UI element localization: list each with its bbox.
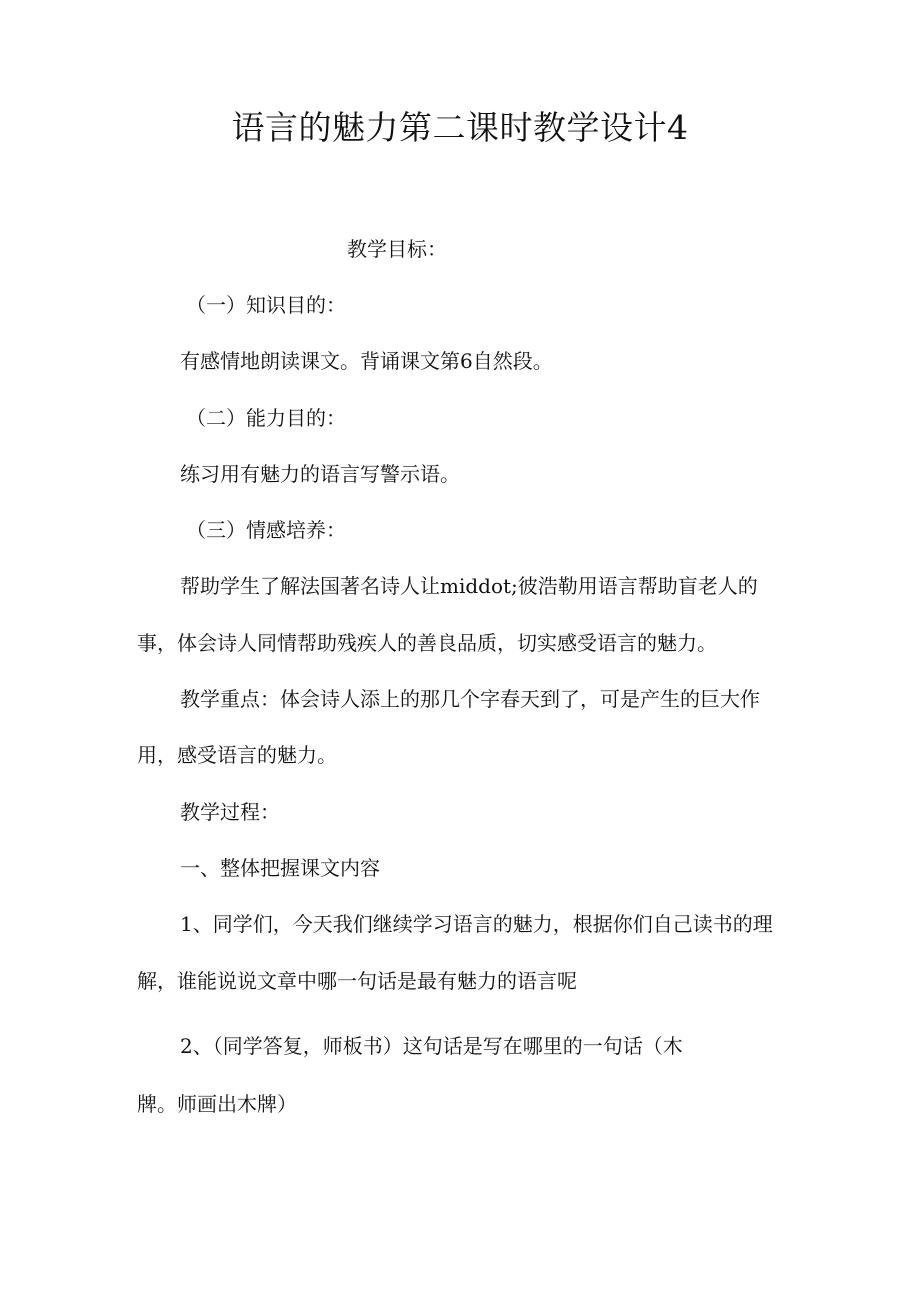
step1-line2: 解，谁能说说文章中哪一句话是最有魅力的语言呢 (137, 969, 577, 993)
emotion-heading: （三）情感培养： (186, 518, 346, 542)
step1-line1: 1、同学们，今天我们继续学习语言的魅力，根据你们自己读书的理 (180, 912, 773, 936)
ability-heading: （二）能力目的： (186, 406, 346, 430)
ability-text: 练习用有魅力的语言写警示语。 (180, 462, 460, 486)
knowledge-heading: （一）知识目的： (186, 293, 346, 317)
step2-line2: 牌。师画出木牌） (137, 1092, 297, 1116)
emotion-text-line1: 帮助学生了解法国著名诗人让middot;彼浩勒用语言帮助盲老人的 (180, 574, 758, 598)
section1-heading: 一、整体把握课文内容 (180, 856, 380, 880)
focus-text-line1: 教学重点：体会诗人添上的那几个字春天到了，可是产生的巨大作 (180, 687, 760, 711)
step2-line1: 2、（同学答复，师板书）这句话是写在哪里的一句话（木 (180, 1034, 683, 1058)
document-title: 语言的魅力第二课时教学设计4 (231, 108, 689, 147)
focus-text-line2: 用，感受语言的魅力。 (137, 743, 337, 767)
process-heading: 教学过程： (180, 800, 280, 824)
objectives-heading: 教学目标： (347, 237, 447, 261)
emotion-text-line2: 事，体会诗人同情帮助残疾人的善良品质，切实感受语言的魅力。 (137, 631, 717, 655)
knowledge-text: 有感情地朗读课文。背诵课文第6自然段。 (180, 349, 553, 373)
